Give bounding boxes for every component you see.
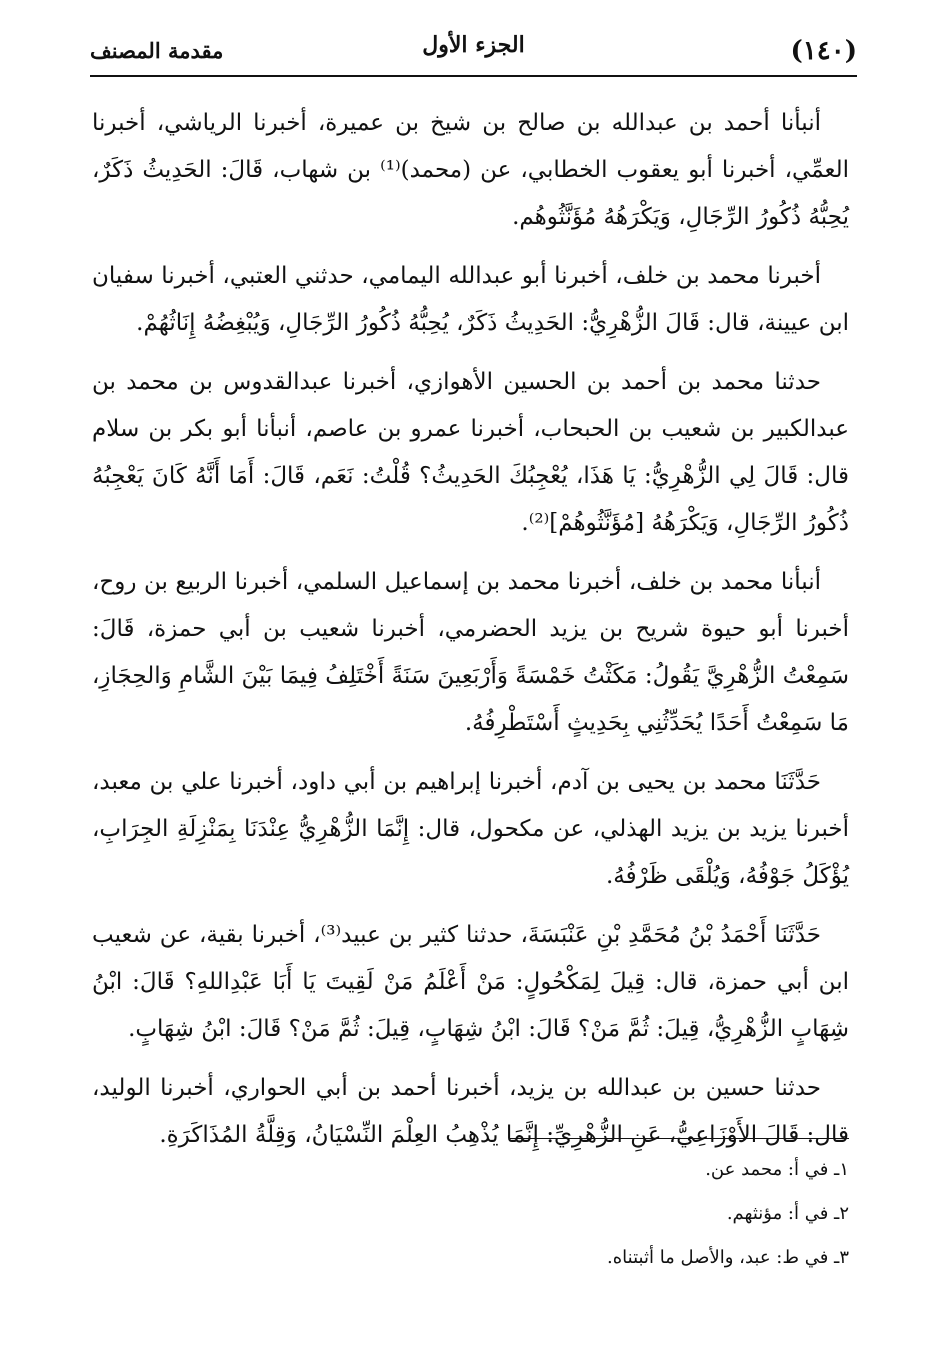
part-title: الجزء الأول [422, 32, 525, 58]
paragraph: حدثنا محمد بن أحمد بن الحسين الأهوازي، أخبرنا عبدالقدوس بن محمد بن عبدالكبير بن شعيب بن الحبحاب، أخبرنا عمرو بن عاصم، أنبأنا أبو بكر بن سلام قال: قَالَ لِي الزُّهْرِيُّ: يَا هَذَا، يُعْجِبُكَ الحَدِيثُ؟ قُلْتُ: نَعَم، قَالَ: أَمَا أَنَّهُ كَانَ يَعْجِبُهُ ذُكُورُ الرِّجَالِ، وَيَكْرَهُهُ [مُؤَنَّثُوهُمْ]⁽²⁾. [92, 369, 849, 536]
paragraph: أنبأنا محمد بن خلف، أخبرنا محمد بن إسماعيل السلمي، أخبرنا الربيع بن روح، أخبرنا أبو حيوة شريح بن يزيد الحضرمي، أخبرنا شعيب بن أبي حمزة، قَالَ: سَمِعْتُ الزُّهْرِيَّ يَقُولُ: مَكَثْتُ خَمْسَةً وَأَرْبَعِينَ سَنَةً أَخْتَلِفُ فِيمَا بَيْنَ الشَّامِ وَالحِجَازِ، مَا سَمِعْتُ أَحَدًا يُحَدِّثُنِي بِحَدِيثٍ أَسْتَطْرِفُهُ. [92, 569, 849, 736]
paragraph: حَدَّثَنَا محمد بن يحيى بن آدم، أخبرنا إبراهيم بن أبي داود، أخبرنا علي بن معبد، أخبرنا يزيد بن يزيد الهذلي، عن مكحول، قال: إِنَّمَا الزُّهْرِيُّ عِنْدَنَا بِمَنْزِلَةِ الجِرَابِ، يُؤْكَلُ جَوْفُهُ، وَيُلْقَى ظَرْفُهُ. [92, 769, 849, 889]
footnote-rule [509, 1138, 849, 1139]
paragraph: أنبأنا أحمد بن عبدالله بن صالح بن شيخ بن عميرة، أخبرنا الرياشي، أخبرنا العمِّي، أخبرنا أبو يعقوب الخطابي، عن (محمد)⁽¹⁾ بن شهاب، قَالَ: الحَدِيثُ ذَكَرٌ، يُحِبُّهُ ذُكُورُ الرِّجَالِ، وَيَكْرَهُهُ مُؤَنَّثُوهُم. [92, 110, 849, 230]
section-title: مقدمة المصنف [90, 38, 224, 63]
page-header [90, 28, 857, 72]
paragraph: أخبرنا محمد بن خلف، أخبرنا أبو عبدالله اليمامي، حدثني العتبي، أخبرنا سفيان ابن عيينة، قال: قَالَ الزُّهْرِيُّ: الحَدِيثُ ذَكَرٌ، يُحِبُّهُ ذُكُورُ الرِّجَالِ، وَيُبْغِضُهُ إِنَاثُهُمْ. [92, 263, 849, 336]
footnotes [92, 1148, 849, 1280]
footnote: ١ـ في أ: محمد عن. [705, 1159, 849, 1180]
main-text [92, 100, 849, 1171]
footnote: ٣ـ في ط: عبد، والأصل ما أثبتناه. [607, 1247, 849, 1268]
paragraph: حَدَّثَنَا أَحْمَدُ بْنُ مُحَمَّدِ بْنِ عَنْبَسَةَ، حدثنا كثير بن عبيد⁽³⁾، أخبرنا بقية، عن شعيب ابن أبي حمزة، قال: قِيلَ لِمَكْحُولٍ: مَنْ أَعْلَمُ مَنْ لَقِيتَ يَا أَبَا عَبْدِاللهِ؟ قَالَ: ابْنُ شِهَابٍ الزُّهْرِيُّ، قِيلَ: ثُمَّ مَنْ؟ قَالَ: ابْنُ شِهَابٍ، قِيلَ: ثُمَّ مَنْ؟ قَالَ: ابْنُ شِهَابٍ. [92, 922, 849, 1042]
header-rule [90, 75, 857, 77]
paragraph: حدثنا حسين بن عبدالله بن يزيد، أخبرنا أحمد بن أبي الحواري، أخبرنا الوليد، قال: قَالَ الأَوْزَاعِيُّ، عَنِ الزُّهْرِيِّ: إِنَّمَا يُذْهِبُ العِلْمَ النِّسْيَانُ، وَقِلَّةُ المُذَاكَرَةِ. [92, 1075, 849, 1148]
page-number: (١٤٠) [790, 36, 857, 66]
footnote: ٢ـ في أ: مؤنثهم. [726, 1203, 849, 1224]
